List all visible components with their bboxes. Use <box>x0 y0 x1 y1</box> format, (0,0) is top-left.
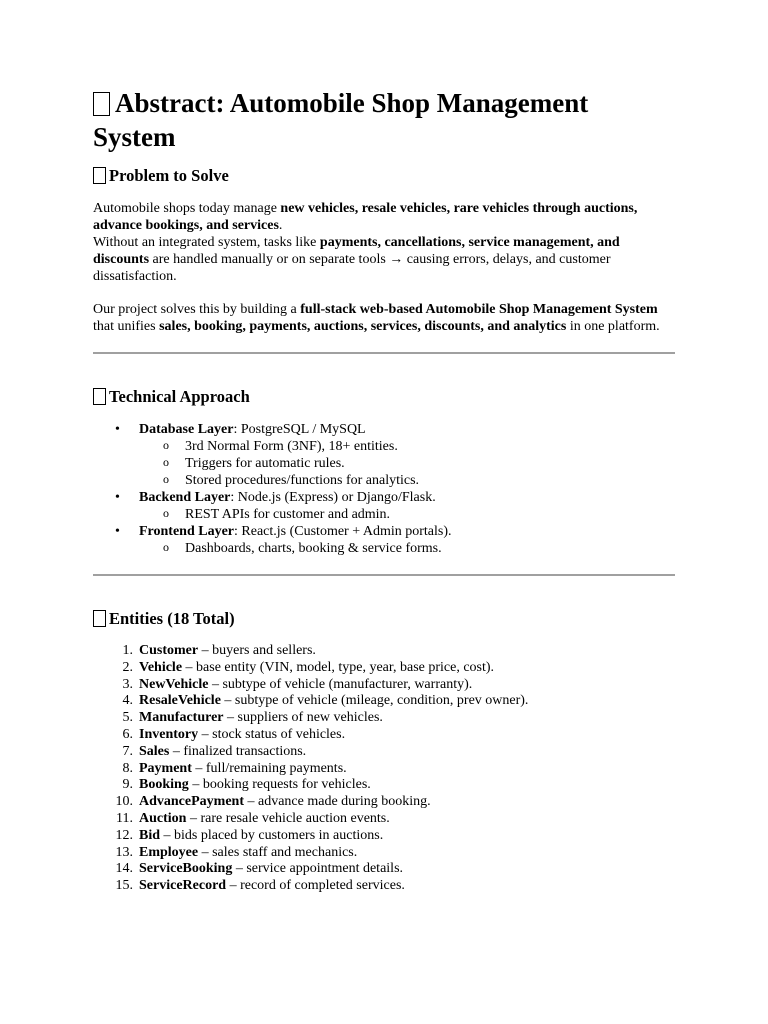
list-item: 12. Bid – bids placed by customers in auctions. <box>115 827 384 843</box>
sub-list-item: o Stored procedures/functions for analytics. <box>139 472 675 489</box>
problem-paragraph-1: Automobile shops today manage new vehicles, resale vehicles, rare vehicles through auctions, advance bookings, and services. Without an integrated system, tasks like payments, cancellations, service management, and discounts are handled manually or on separate tools → causing errors, delays, and customer dissatisfaction. <box>93 201 638 284</box>
sub-list-item: o REST APIs for customer and admin. <box>139 506 675 523</box>
arrow-icon: → <box>389 252 404 267</box>
divider <box>93 352 675 354</box>
section-heading-approach: Technical Approach <box>93 387 675 407</box>
document-content <box>93 86 675 895</box>
approach-list <box>93 421 675 557</box>
sub-list <box>139 438 675 489</box>
section-heading-entities: Entities (18 Total) <box>93 609 675 629</box>
list-item: 9. Booking – booking requests for vehicles. <box>122 777 371 793</box>
list-item: 2. Vehicle – base entity (VIN, model, type, year, base price, cost). <box>122 659 495 675</box>
list-item: 1. Customer – buyers and sellers. <box>122 643 316 658</box>
missing-glyph-icon <box>93 92 110 116</box>
list-item: • Frontend Layer: React.js (Customer + Admin portals). o Dashboards, charts, booking & service forms. <box>93 523 675 557</box>
list-item: • Backend Layer: Node.js (Express) or Django/Flask. o REST APIs for customer and admin. <box>93 489 675 523</box>
missing-glyph-icon <box>93 167 106 184</box>
page-title: Abstract: Automobile Shop Management System <box>93 88 589 152</box>
list-item: 3. NewVehicle – subtype of vehicle (manufacturer, warranty). <box>122 676 473 692</box>
entities-list <box>93 643 675 895</box>
sub-list <box>139 540 675 557</box>
list-item: 14. ServiceBooking – service appointment details. <box>115 861 404 877</box>
sub-list <box>139 506 675 523</box>
list-item: 7. Sales – finalized transactions. <box>122 743 307 759</box>
list-item: 13. Employee – sales staff and mechanics. <box>115 844 358 860</box>
list-item: 6. Inventory – stock status of vehicles. <box>122 726 346 742</box>
list-item: 5. Manufacturer – suppliers of new vehicles. <box>122 710 383 726</box>
list-item: 15. ServiceRecord – record of completed services. <box>115 878 405 894</box>
list-item: 8. Payment – full/remaining payments. <box>122 760 347 776</box>
list-item: • Database Layer: PostgreSQL / MySQL o 3rd Normal Form (3NF), 18+ entities. o Triggers for automatic rules. o Stored procedures/functions for analytics. <box>93 421 675 489</box>
list-item: 11. Auction – rare resale vehicle auction events. <box>116 810 390 826</box>
missing-glyph-icon <box>93 388 106 405</box>
list-item: 10. AdvancePayment – advance made during booking. <box>115 794 431 810</box>
problem-paragraph-2: Our project solves this by building a full-stack web-based Automobile Shop Management System that unifies sales, booking, payments, auctions, services, discounts, and analytics in one platform. <box>93 302 660 334</box>
sub-list-item: o Triggers for automatic rules. <box>139 455 675 472</box>
divider <box>93 574 675 576</box>
missing-glyph-icon <box>93 610 106 627</box>
section-heading-problem: Problem to Solve <box>93 166 675 186</box>
list-item: 4. ResaleVehicle – subtype of vehicle (mileage, condition, prev owner). <box>122 693 529 709</box>
sub-list-item: o 3rd Normal Form (3NF), 18+ entities. <box>139 438 675 455</box>
sub-list-item: o Dashboards, charts, booking & service forms. <box>139 540 675 557</box>
